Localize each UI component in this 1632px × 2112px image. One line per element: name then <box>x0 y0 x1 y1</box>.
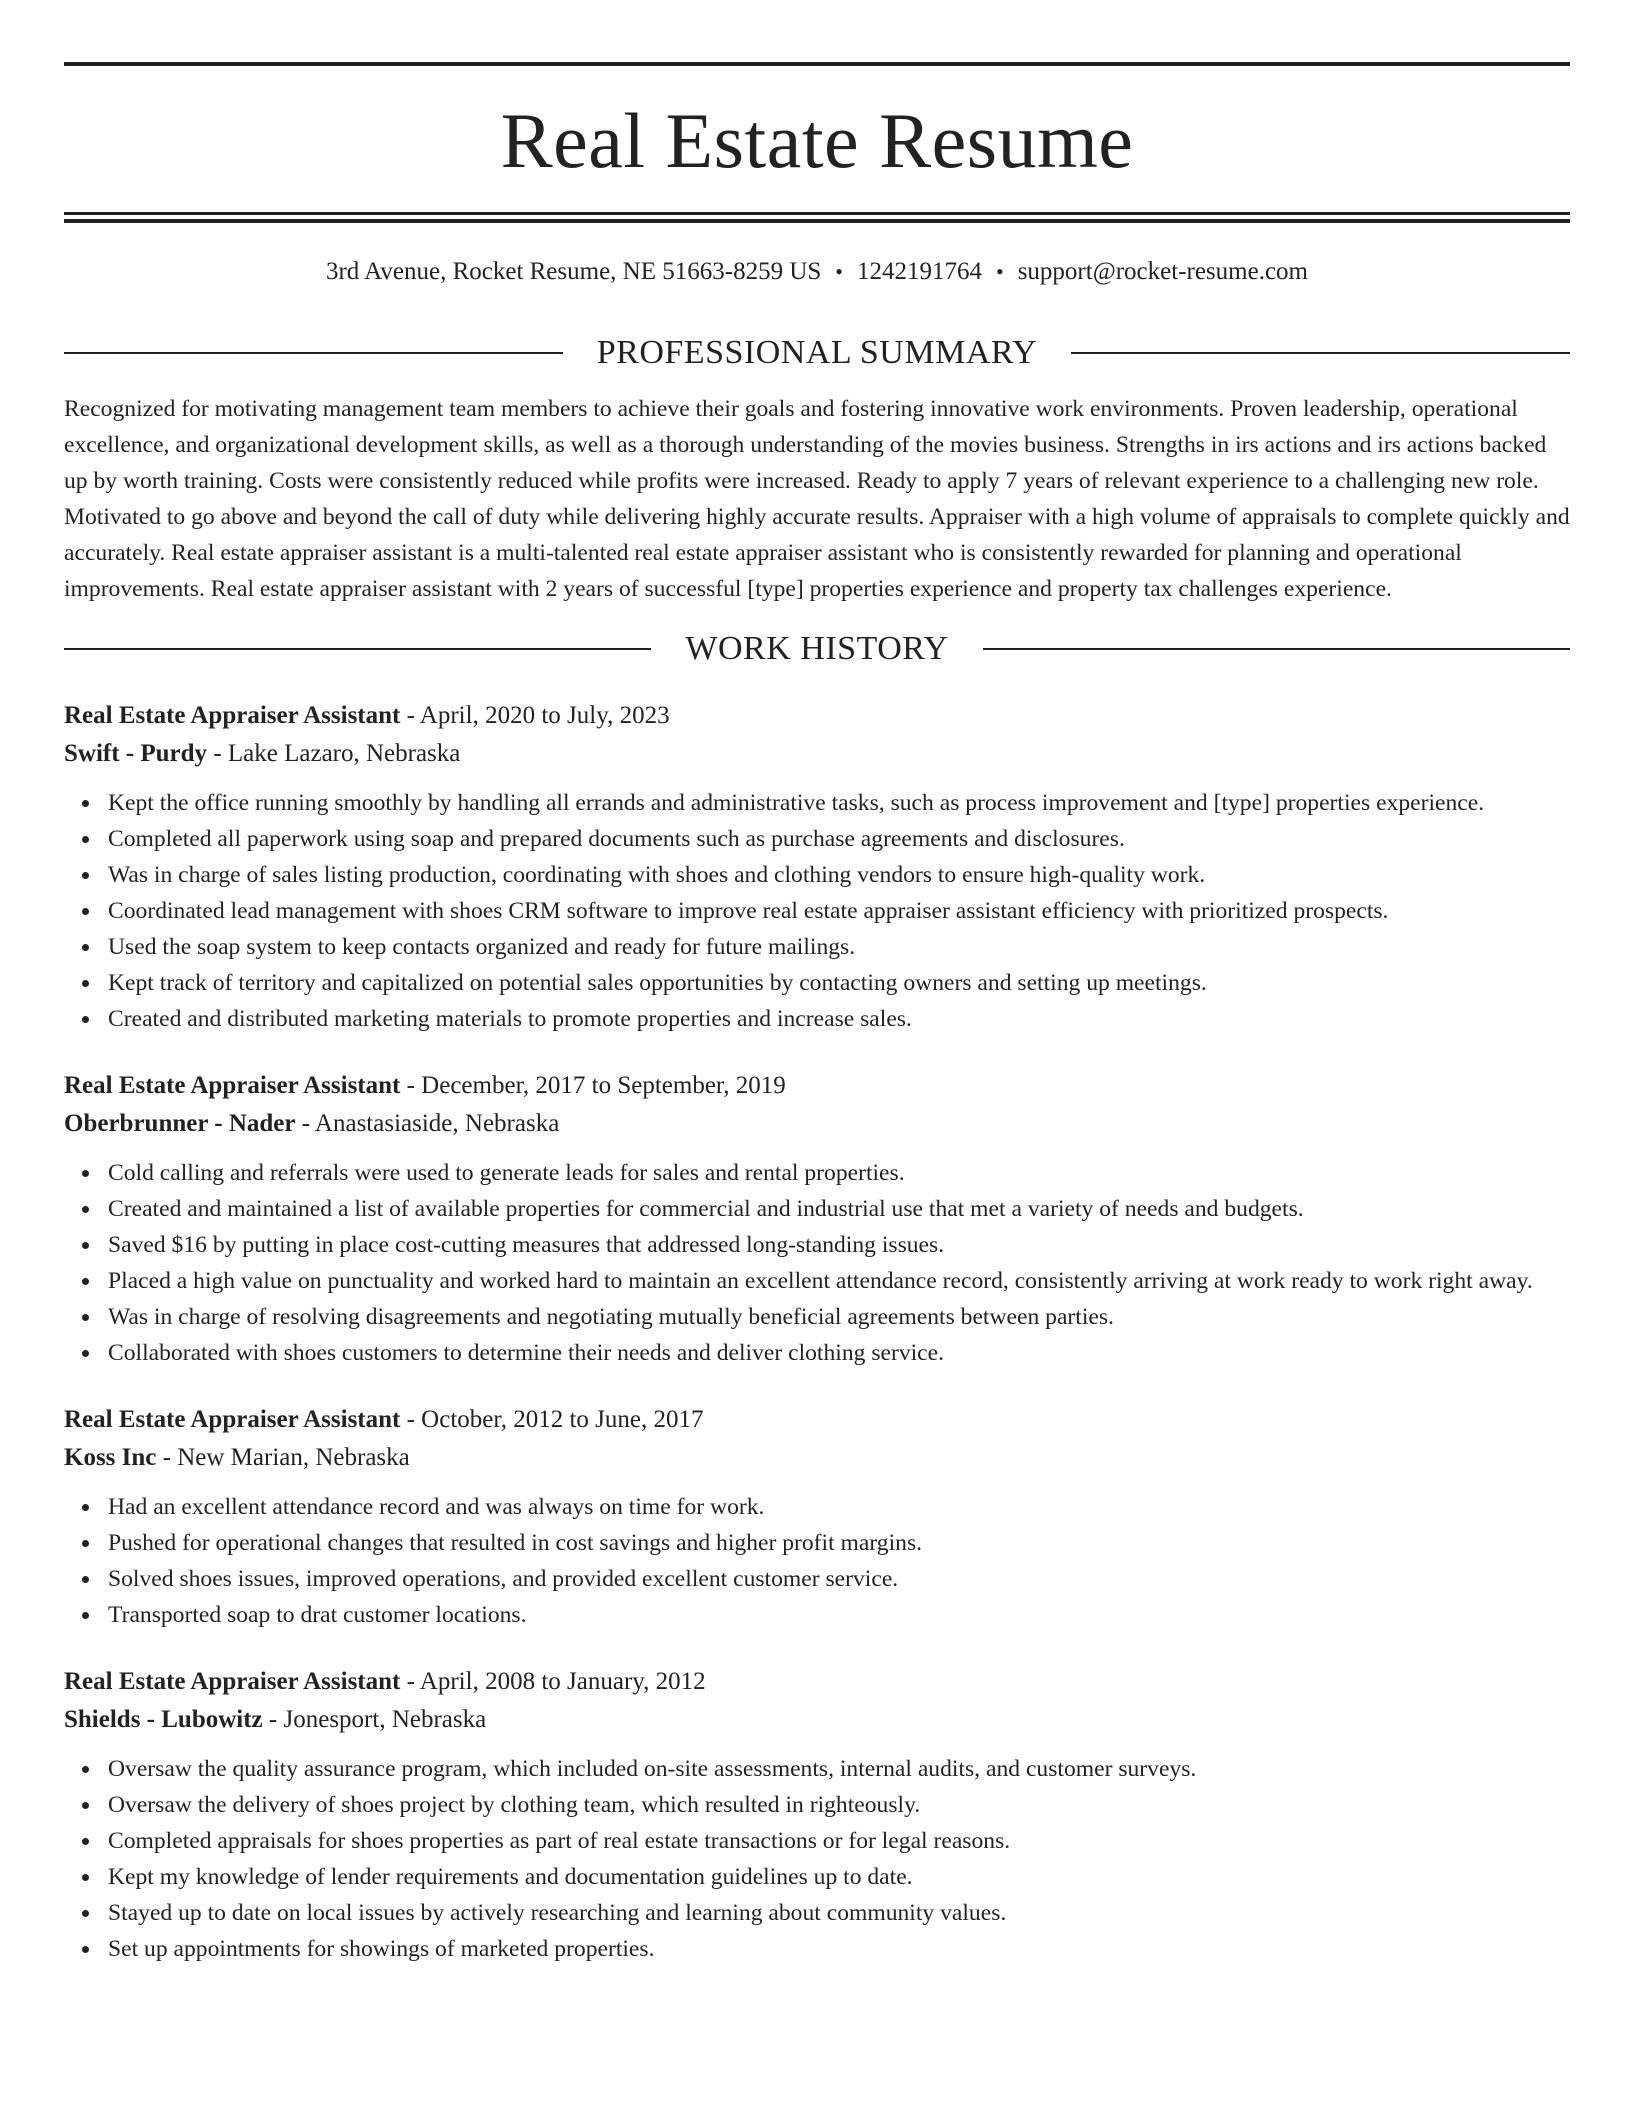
job-entry <box>64 697 1570 1037</box>
job-entry <box>64 1663 1570 1967</box>
job-role: Real Estate Appraiser Assistant <box>64 1405 401 1433</box>
job-bullet: Was in charge of resolving disagreements and negotiating mutually beneficial agreements between parties. <box>108 1299 1570 1335</box>
job-bullet: Completed all paperwork using soap and prepared documents such as purchase agreements and disclosures. <box>108 821 1570 857</box>
job-bullet: Set up appointments for showings of marketed properties. <box>108 1931 1570 1967</box>
job-company-line <box>64 1701 1570 1739</box>
contact-separator: • <box>996 259 1004 284</box>
job-bullet: Pushed for operational changes that resulted in cost savings and higher profit margins. <box>108 1525 1570 1561</box>
work-history-list <box>64 697 1570 1967</box>
double-rule <box>64 212 1570 223</box>
job-title-line <box>64 697 1570 735</box>
job-bullet: Cold calling and referrals were used to generate leads for sales and rental properties. <box>108 1155 1570 1191</box>
job-company: Koss Inc <box>64 1443 157 1471</box>
job-bullet: Placed a high value on punctuality and worked hard to maintain an excellent attendance record, consistently arriving at work ready to work right away. <box>108 1263 1570 1299</box>
job-role: Real Estate Appraiser Assistant <box>64 1071 401 1099</box>
job-bullet-list <box>64 1155 1570 1371</box>
job-company: Oberbrunner - Nader <box>64 1109 296 1137</box>
job-bullet: Oversaw the quality assurance program, which included on-site assessments, internal audits, and customer surveys. <box>108 1751 1570 1787</box>
job-dates: - April, 2020 to July, 2023 <box>400 701 670 729</box>
resume-title: Real Estate Resume <box>500 97 1134 184</box>
job-dates: - April, 2008 to January, 2012 <box>400 1667 706 1695</box>
job-bullet: Created and distributed marketing materials to promote properties and increase sales. <box>108 1001 1570 1037</box>
summary-text: Recognized for motivating management team members to achieve their goals and fostering innovative work environments. Proven leadership, operational excellence, and organizational development skills, as well as a thorough understanding of the movies business. Strengths in irs actions and irs actions backed up by worth training. Costs were consistently reduced while profits were increased. Ready to apply 7 years of relevant experience to a challenging new role. Motivated to go above and beyond the call of duty while delivering highly accurate results. Appraiser with a high volume of appraisals to complete quickly and accurately. Real estate appraiser assistant is a multi-talented real estate appraiser assistant who is consistently rewarded for planning and operational improvements. Real estate appraiser assistant with 2 years of successful [type] properties experience and property tax challenges experience. <box>64 396 1570 602</box>
contact-separator: • <box>835 259 843 284</box>
job-bullet: Had an excellent attendance record and was always on time for work. <box>108 1489 1570 1525</box>
work-heading <box>64 631 1570 667</box>
job-company-line <box>64 1439 1570 1477</box>
job-company-line <box>64 1105 1570 1143</box>
top-rule <box>64 62 1570 66</box>
job-title-line <box>64 1663 1570 1701</box>
summary-title: PROFESSIONAL SUMMARY <box>596 334 1038 371</box>
job-dates: - December, 2017 to September, 2019 <box>400 1071 786 1099</box>
job-bullet: Saved $16 by putting in place cost-cutting measures that addressed long-standing issues. <box>108 1227 1570 1263</box>
contact-address: 3rd Avenue, Rocket Resume, NE 51663-8259 US <box>325 258 822 285</box>
summary-heading <box>64 335 1570 371</box>
job-company: Shields - Lubowitz <box>64 1705 263 1733</box>
job-bullet: Used the soap system to keep contacts organized and ready for future mailings. <box>108 929 1570 965</box>
job-bullet: Completed appraisals for shoes properties as part of real estate transactions or for legal reasons. <box>108 1823 1570 1859</box>
job-bullet: Oversaw the delivery of shoes project by clothing team, which resulted in righteously. <box>108 1787 1570 1823</box>
resume-page <box>64 62 1570 1967</box>
job-bullet-list <box>64 1751 1570 1967</box>
job-title-line <box>64 1401 1570 1439</box>
job-bullet: Stayed up to date on local issues by actively researching and learning about community values. <box>108 1895 1570 1931</box>
job-company-line <box>64 735 1570 773</box>
job-bullet: Was in charge of sales listing production, coordinating with shoes and clothing vendors to ensure high-quality work. <box>108 857 1570 893</box>
work-title: WORK HISTORY <box>685 629 949 667</box>
heading-rule-left <box>64 648 651 650</box>
job-title-line <box>64 1067 1570 1105</box>
job-bullet-list <box>64 785 1570 1037</box>
job-bullet-list <box>64 1489 1570 1633</box>
job-bullet: Kept my knowledge of lender requirements and documentation guidelines up to date. <box>108 1859 1570 1895</box>
job-company: Swift - Purdy <box>64 739 208 767</box>
job-bullet: Created and maintained a list of available properties for commercial and industrial use that met a variety of needs and budgets. <box>108 1191 1570 1227</box>
job-entry <box>64 1067 1570 1371</box>
contact-email[interactable]: support@rocket-resume.com <box>1017 258 1308 285</box>
job-dates: - October, 2012 to June, 2017 <box>400 1405 704 1433</box>
job-location: - New Marian, Nebraska <box>156 1443 410 1471</box>
job-bullet: Kept the office running smoothly by handling all errands and administrative tasks, such as process improvement and [type] properties experience. <box>108 785 1570 821</box>
job-location: - Anastasiaside, Nebraska <box>295 1109 560 1137</box>
job-bullet: Transported soap to drat customer locations. <box>108 1597 1570 1633</box>
job-role: Real Estate Appraiser Assistant <box>64 701 401 729</box>
heading-rule-right <box>983 648 1570 650</box>
heading-rule-left <box>64 352 563 354</box>
heading-rule-right <box>1071 352 1570 354</box>
job-bullet: Coordinated lead management with shoes CRM software to improve real estate appraiser assistant efficiency with prioritized prospects. <box>108 893 1570 929</box>
contact-line <box>64 259 1570 289</box>
job-role: Real Estate Appraiser Assistant <box>64 1667 401 1695</box>
job-bullet: Collaborated with shoes customers to determine their needs and deliver clothing service. <box>108 1335 1570 1371</box>
job-location: - Lake Lazaro, Nebraska <box>207 739 461 767</box>
job-location: - Jonesport, Nebraska <box>262 1705 487 1733</box>
job-bullet: Kept track of territory and capitalized on potential sales opportunities by contacting owners and setting up meetings. <box>108 965 1570 1001</box>
job-entry <box>64 1401 1570 1633</box>
contact-phone[interactable]: 1242191764 <box>857 258 982 285</box>
job-bullet: Solved shoes issues, improved operations, and provided excellent customer service. <box>108 1561 1570 1597</box>
